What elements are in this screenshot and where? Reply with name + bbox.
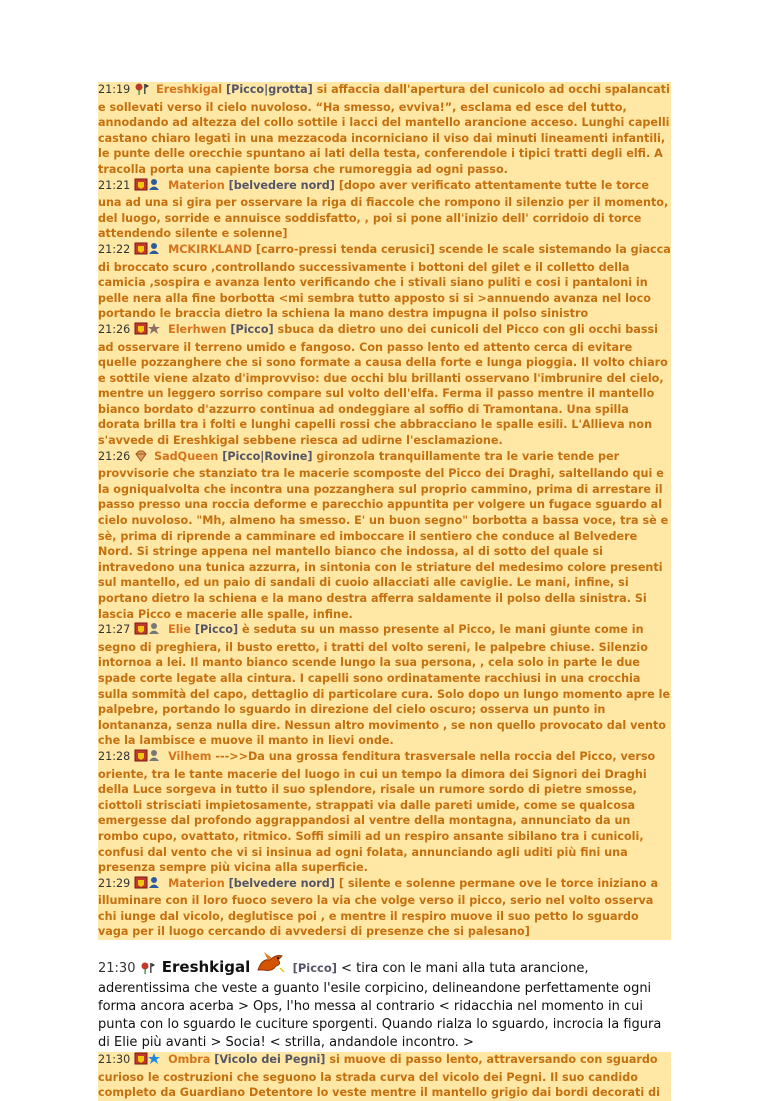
guard-star-icon xyxy=(134,322,162,340)
post-location: [Picco|grotta] xyxy=(226,83,313,96)
post-time: 21:19 xyxy=(98,83,131,96)
post-location: [Picco|Rovine] xyxy=(222,449,313,463)
chat-post-highlight xyxy=(98,950,671,1052)
post-text: [dopo aver verificato attentamente tutte le torce una ad una si gira per osservare la riga di fiaccole che rompono il silenzio per il momento, del luogo, sorride e annuisce soddisfatto, , poi si pone all'inizio dell' corridoio di torce attendendo silente e solenne] xyxy=(98,178,669,241)
spacer xyxy=(98,940,671,950)
guard-shield-icon xyxy=(134,876,162,894)
guard-star-icon xyxy=(134,1052,162,1070)
post-time: 21:30 xyxy=(98,1053,131,1067)
post-time: 21:26 xyxy=(98,322,131,336)
rose-icon xyxy=(140,962,156,980)
chat-log xyxy=(98,82,671,1101)
chat-post xyxy=(98,178,671,242)
guard-shield-icon xyxy=(134,242,162,260)
post-text: gironzola tranquillamente tra le varie tende per provvisorie che stanziato tra le macerie scomposte del Picco dei Draghi, saltellando qui e la ogniqualvolta che incontra una pozzanghera sul proprio cammino, prima di arrestare il passo presso una roccia deforme e parecchio appuntita per volgere un fugace sguardo al cielo nuvoloso. "Mh, almeno ha smesso. E' un buon segno" borbotta a bassa voce, tra sè e sè, prima di riprende a camminare ed imboccare il sentiero che conduce al Belvedere Nord. Si stringe appena nel mantello bianco che indossa, al di sotto del quale si intravedono una tunica azzurra, in sintonia con le striature del medesimo colore presenti sul mantello, ed un paio di sandali di cuoio allacciati alle caviglie. Le mani, infine, si portano dietro la schiena e la mano destra afferra saldamente il polso della sinistra. Si lascia Picco e macerie alle spalle, infine. xyxy=(98,449,669,621)
guard-person-icon xyxy=(134,749,162,767)
post-time: 21:29 xyxy=(98,876,131,890)
post-time: 21:27 xyxy=(98,623,131,637)
post-text: è seduta su un masso presente al Picco, le mani giunte come in segno di preghiera, il busto eretto, i tratti del volto sereni, le palpebre chiuse. Silenzio intornoa a lei. Il manto bianco scende lungo la sua persona, , cela solo in parte le due spade corte legate alla cintura. I capelli sono ordinatamente racchiusi in una crocchia sulla sommità del capo, dettaglio di particolare cura. Solo dopo un lungo momento apre le palpebre, portando lo sguardo in direzione del cielo oscuro; osserva un punto in lontananza, senza nulla dire. Nessun altro movimento , se non quello provocato dal vento che la lambisce e muove il manto in lievi onde. xyxy=(98,623,671,748)
post-time: 21:28 xyxy=(98,749,131,763)
post-time: 21:30 xyxy=(98,961,136,977)
post-text: < tira con le mani alla tuta arancione, aderentissima che veste a guanto l'esile corpicino, delineandone perfettamente ogni forma ancora acerba > Ops, l'ho messa al contrario < ridacchia nel momento in cui punta con lo sguardo le cuciture sporgenti. Quando rialza lo sguardo, incrocia la figura di Elie più avanti > Socia! < strilla, andandole incontro. > xyxy=(98,961,662,1051)
post-author[interactable]: SadQueen xyxy=(154,449,219,463)
post-location: [Picco] xyxy=(194,623,239,637)
chat-post xyxy=(98,449,671,623)
post-location: [Picco] xyxy=(292,961,337,976)
post-author[interactable]: Ombra xyxy=(168,1053,211,1067)
post-text: sbuca da dietro uno dei cunicoli del Picco con gli occhi bassi ad osservare il terreno umido e fangoso. Con passo lento ed attento cerca di evitare quelle pozzanghere che si sono formate a causa della forte e lunga pioggia. Il volto chiaro e sottile viene alzato d'improvviso: due occhi blu brillanti osservano l'imbrunire del cielo, mentre un leggero sorriso compare sul volto dell'elfa. Ferma il passo mentre il mantello bianco bordato d'azzurro continua ad ondeggiare al soffio di Tramontana. Una spilla dorata brilla tra i folti e lunghi capelli rossi che abbracciano le spalle esili. L'Allieva non s'avvede di Ereshkigal sebbene riesca ad udirne l'esclamazione. xyxy=(98,322,668,448)
chat-post xyxy=(98,242,671,322)
post-time: 21:21 xyxy=(98,178,131,192)
post-time: 21:26 xyxy=(98,449,131,463)
guard-shield-icon xyxy=(134,178,162,196)
post-text: si muove di passo lento, attraversando con sguardo curioso le costruzioni che seguono la strada curva del vicolo dei Pegni. Il suo candido completo da Guardiano Detentore lo veste mentre il mantello grigio dai bordi decorati di xyxy=(98,1053,660,1100)
chat-post xyxy=(98,749,671,876)
post-text: si affaccia dall'apertura del cunicolo ad occhi spalancati e sollevati verso il cielo nuvoloso. “Ha smesso, evviva!”, esclama ed esce del tutto, annodando ad altezza del collo sottile i lacci del mantello arancione acceso. Lunghi capelli castano chiaro legati in una mezzacoda incorniciano il viso dai minuti lineamenti infantili, le punte delle orecchie spuntano ai lati della testa, conferendole i tipici tratti degli elfi. A tracolla porta una capiente borsa che rumoreggia ad ogni passo. xyxy=(98,83,670,176)
post-author[interactable]: Vilhem xyxy=(168,749,212,763)
post-author[interactable]: Materion xyxy=(168,178,225,192)
post-author[interactable]: MCKIRKLAND xyxy=(168,242,252,256)
post-text: [carro-pressi tenda cerusici] scende le scale sistemando la giacca di broccato scuro ,controllando successivamente i bottoni del gilet e il colletto della camicia ,sospira e avanza lento verificando che i stivali siano puliti e cosi i pantaloni in pelle nera alla fine borbotta <mi sembra tutto apposto si si >annuendo avanza nel loco portando le braccia dietro la schiena la mano destra impugna il polso sinistro xyxy=(98,242,671,321)
chat-post xyxy=(98,622,671,749)
post-time: 21:22 xyxy=(98,242,131,256)
post-author[interactable]: Materion xyxy=(168,876,225,890)
post-author[interactable]: Ereshkigal xyxy=(156,83,223,96)
post-location: [belvedere nord] xyxy=(228,876,335,890)
post-text: --->>Da una grossa fenditura trasversale nella roccia del Picco, verso oriente, tra le tante macerie del luogo in cui un tempo la dimora dei Signori dei Draghi della Luce sorgeva in tutto il suo splendore, risale un rumore sordo di pietre smosse, ciottoli strisciati impietosamente, strappati via dalle pareti umide, come se qualcosa emergesse dal profondo aggrappandosi al ventre della montagna, annunciato da un rombo cupo, ovattato, ritmico. Soffi simili ad un respiro ansante sibilano tra i cunicoli, confusi dal vento che vi si insinua ad ogni folata, annunciando agli uditi più fini una presenza sempre più vicina alla superficie. xyxy=(98,749,656,875)
post-location: [Vicolo dei Pegni] xyxy=(214,1053,326,1067)
post-author[interactable]: Elerhwen xyxy=(168,322,227,336)
chat-post xyxy=(98,1052,671,1101)
gem-icon xyxy=(134,450,148,467)
post-author[interactable]: Ereshkigal xyxy=(161,958,251,977)
dragon-icon xyxy=(254,950,286,980)
post-author[interactable]: Elie xyxy=(168,623,191,637)
chat-post xyxy=(98,876,671,940)
rose-icon xyxy=(134,83,150,100)
post-text: [ silente e solenne permane ove le torce iniziano a illuminare con il loro fuoco severo la via che volge verso il picco, serio nel volto osserva chi iunge dal vicolo, deglutisce poi , e mentre il respiro muove il suo petto lo sguardo vaga per il luogo cercando di avvedersi di presenze che si palesano] xyxy=(98,876,659,939)
post-location: [Picco] xyxy=(230,322,274,336)
post-location: [belvedere nord] xyxy=(228,178,335,192)
chat-post xyxy=(98,82,671,178)
chat-post xyxy=(98,322,671,449)
guard-person-icon xyxy=(134,622,162,640)
